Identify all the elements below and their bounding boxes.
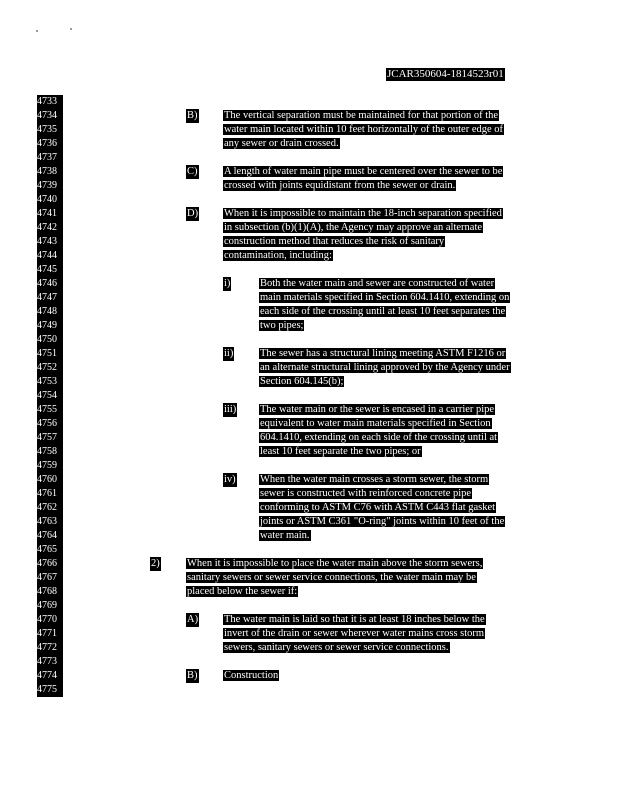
item-2a-label: A)	[187, 614, 199, 625]
text-line: When the water main crosses a storm sewer, the storm	[260, 474, 489, 485]
line-number: 4759	[37, 459, 63, 473]
line-number: 4767	[37, 571, 63, 585]
text-line: equivalent to water main materials specified in Section	[260, 418, 491, 429]
text-line: When it is impossible to place the water main above the storm sewers,	[187, 558, 483, 569]
text-line: When it is impossible to maintain the 18-inch separation specified	[224, 208, 502, 219]
line-number: 4774	[37, 669, 63, 683]
text-line: A length of water main pipe must be centered over the sewer to be	[224, 166, 503, 177]
scan-speck	[36, 30, 38, 32]
text-line: each side of the crossing until at least 10 feet separates the	[260, 306, 506, 317]
item-d-text	[223, 207, 503, 263]
text-line: The vertical separation must be maintained for that portion of the	[224, 110, 499, 121]
item-ii-label: ii)	[224, 348, 234, 359]
line-number: 4747	[37, 291, 63, 305]
item-d-label: D)	[187, 208, 199, 219]
line-number: 4742	[37, 221, 63, 235]
line-number: 4737	[37, 151, 63, 165]
text-line: The water main or the sewer is encased in a carrier pipe	[260, 404, 495, 415]
item-i-text	[259, 277, 510, 333]
line-number: 4740	[37, 193, 63, 207]
text-line: sewers, sanitary sewers or sewer service connections.	[224, 642, 449, 653]
line-number: 4769	[37, 599, 63, 613]
item-2-label: 2)	[151, 558, 160, 569]
text-line: water main located within 10 feet horizontally of the outer edge of	[224, 124, 504, 135]
line-number: 4744	[37, 249, 63, 263]
line-number: 4736	[37, 137, 63, 151]
line-number: 4757	[37, 431, 63, 445]
item-2b-label: B)	[187, 670, 198, 681]
text-line: invert of the drain or sewer wherever water mains cross storm	[224, 628, 485, 639]
line-number: 4745	[37, 263, 63, 277]
text-line: Section 604.145(b);	[260, 376, 344, 387]
text-line: Construction	[224, 670, 279, 681]
line-number: 4753	[37, 375, 63, 389]
line-number: 4751	[37, 347, 63, 361]
text-line: crossed with joints equidistant from the sewer or drain.	[224, 180, 456, 191]
line-number: 4772	[37, 641, 63, 655]
text-line: sewer is constructed with reinforced concrete pipe	[260, 488, 472, 499]
item-ii-text	[259, 347, 511, 389]
text-line: in subsection (b)(1)(A), the Agency may approve an alternate	[224, 222, 483, 233]
line-number: 4738	[37, 165, 63, 179]
line-number: 4749	[37, 319, 63, 333]
text-line: least 10 feet separate the two pipes; or	[260, 446, 421, 457]
line-number: 4766	[37, 557, 63, 571]
text-line: water main.	[260, 530, 310, 541]
line-number: 4775	[37, 683, 63, 697]
text-line: sanitary sewers or sewer service connections, the water main may be	[187, 572, 476, 583]
line-number: 4760	[37, 473, 63, 487]
text-line: placed below the sewer if:	[187, 586, 298, 597]
text-line: construction method that reduces the risk of sanitary	[224, 236, 445, 247]
item-2-text	[186, 557, 483, 599]
item-b-label: B)	[187, 110, 198, 121]
line-number: 4752	[37, 361, 63, 375]
item-2a-text	[223, 613, 486, 655]
text-line: The water main is laid so that it is at least 18 inches below the	[224, 614, 485, 625]
item-i-label: i)	[224, 278, 231, 289]
line-number: 4750	[37, 333, 63, 347]
line-number: 4755	[37, 403, 63, 417]
item-iii-text	[259, 403, 498, 459]
line-number: 4739	[37, 179, 63, 193]
line-number: 4771	[37, 627, 63, 641]
line-number: 4762	[37, 501, 63, 515]
text-line: conforming to ASTM C76 with ASTM C443 flat gasket	[260, 502, 496, 513]
item-2b-text	[223, 669, 279, 683]
line-number: 4761	[37, 487, 63, 501]
line-number: 4764	[37, 529, 63, 543]
line-number: 4758	[37, 445, 63, 459]
document-id: JCAR350604-1814523r01	[387, 68, 504, 80]
line-number: 4770	[37, 613, 63, 627]
line-number: 4733	[37, 95, 63, 109]
text-line: The sewer has a structural lining meeting ASTM F1216 or	[260, 348, 506, 359]
line-number: 4741	[37, 207, 63, 221]
line-number: 4746	[37, 277, 63, 291]
line-number: 4765	[37, 543, 63, 557]
scan-speck	[70, 28, 72, 30]
item-c-text	[223, 165, 503, 193]
text-line: contamination, including:	[224, 250, 332, 261]
line-number: 4748	[37, 305, 63, 319]
line-number: 4763	[37, 515, 63, 529]
item-c-label: C)	[187, 166, 198, 177]
item-iv-text	[259, 473, 505, 543]
line-number: 4768	[37, 585, 63, 599]
line-number: 4735	[37, 123, 63, 137]
text-line: Both the water main and sewer are constructed of water	[260, 278, 495, 289]
item-iii-label: iii)	[224, 404, 237, 415]
line-number: 4756	[37, 417, 63, 431]
item-iv-label: iv)	[224, 474, 236, 485]
text-line: 604.1410, extending on each side of the crossing until at	[260, 432, 498, 443]
line-number: 4773	[37, 655, 63, 669]
line-number: 4734	[37, 109, 63, 123]
line-number: 4754	[37, 389, 63, 403]
text-line: an alternate structural lining approved by the Agency under	[260, 362, 510, 373]
item-b-text	[223, 109, 504, 151]
text-line: any sewer or drain crossed.	[224, 138, 339, 149]
text-line: joints or ASTM C361 "O-ring" joints within 10 feet of the	[260, 516, 505, 527]
text-line: two pipes;	[260, 320, 304, 331]
line-number: 4743	[37, 235, 63, 249]
text-line: main materials specified in Section 604.1410, extending on	[260, 292, 510, 303]
